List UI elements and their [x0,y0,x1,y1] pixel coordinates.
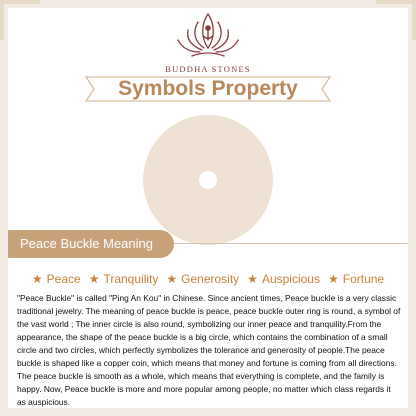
section-divider [174,243,408,244]
corner-top-right [376,0,416,4]
keyword-item: ★ Auspicious [247,272,320,286]
corner-top-left [0,0,40,4]
page-title: Symbols Property [118,77,298,100]
keyword-item: ★ Peace [31,272,81,286]
star-icon: ★ [166,272,178,286]
title-banner [84,75,332,103]
keyword-item: ★ Generosity [166,272,240,286]
star-icon: ★ [247,272,258,286]
lotus-meditation-icon [170,8,246,66]
keyword-item: ★ Tranquility [88,272,159,286]
keyword-item: ★ Fortune [327,272,385,286]
star-icon: ★ [327,272,339,286]
corner-top-right-v [412,0,416,40]
keyword-list [18,270,398,288]
star-icon: ★ [88,272,100,286]
star-icon: ★ [31,272,43,286]
peace-buckle-image [0,108,416,248]
section-label: Peace Buckle Meaning [8,230,174,258]
description-text: "Peace Buckle" is called "Ping An Kou" in Chinese. Since ancient times, Peace buckle is a very classic traditional jewelry. The meaning of peace buckle is peace, peace buckle outer ring is round, a symbol of the vast world ; The inner circle is also round, symbolizing our inner peace and tranquility.From the appearance, the shape of the peace buckle is a big circle, which contains the combination of a small circle and two circles, which perfectly symbolizes the tolerance and generosity of people.The peace buckle is shaped like a copper coin, which means that money and fortune is coming from all directions. The peace buckle is smooth as a whole, which means that everything is complete, and the family is happy. Now, Peace buckle is more and more popular among people, no matter which class regards it as auspicious. [17,293,401,407]
corner-top-left-v [0,0,4,40]
brand-name: BUDDHA STONES [165,64,251,74]
